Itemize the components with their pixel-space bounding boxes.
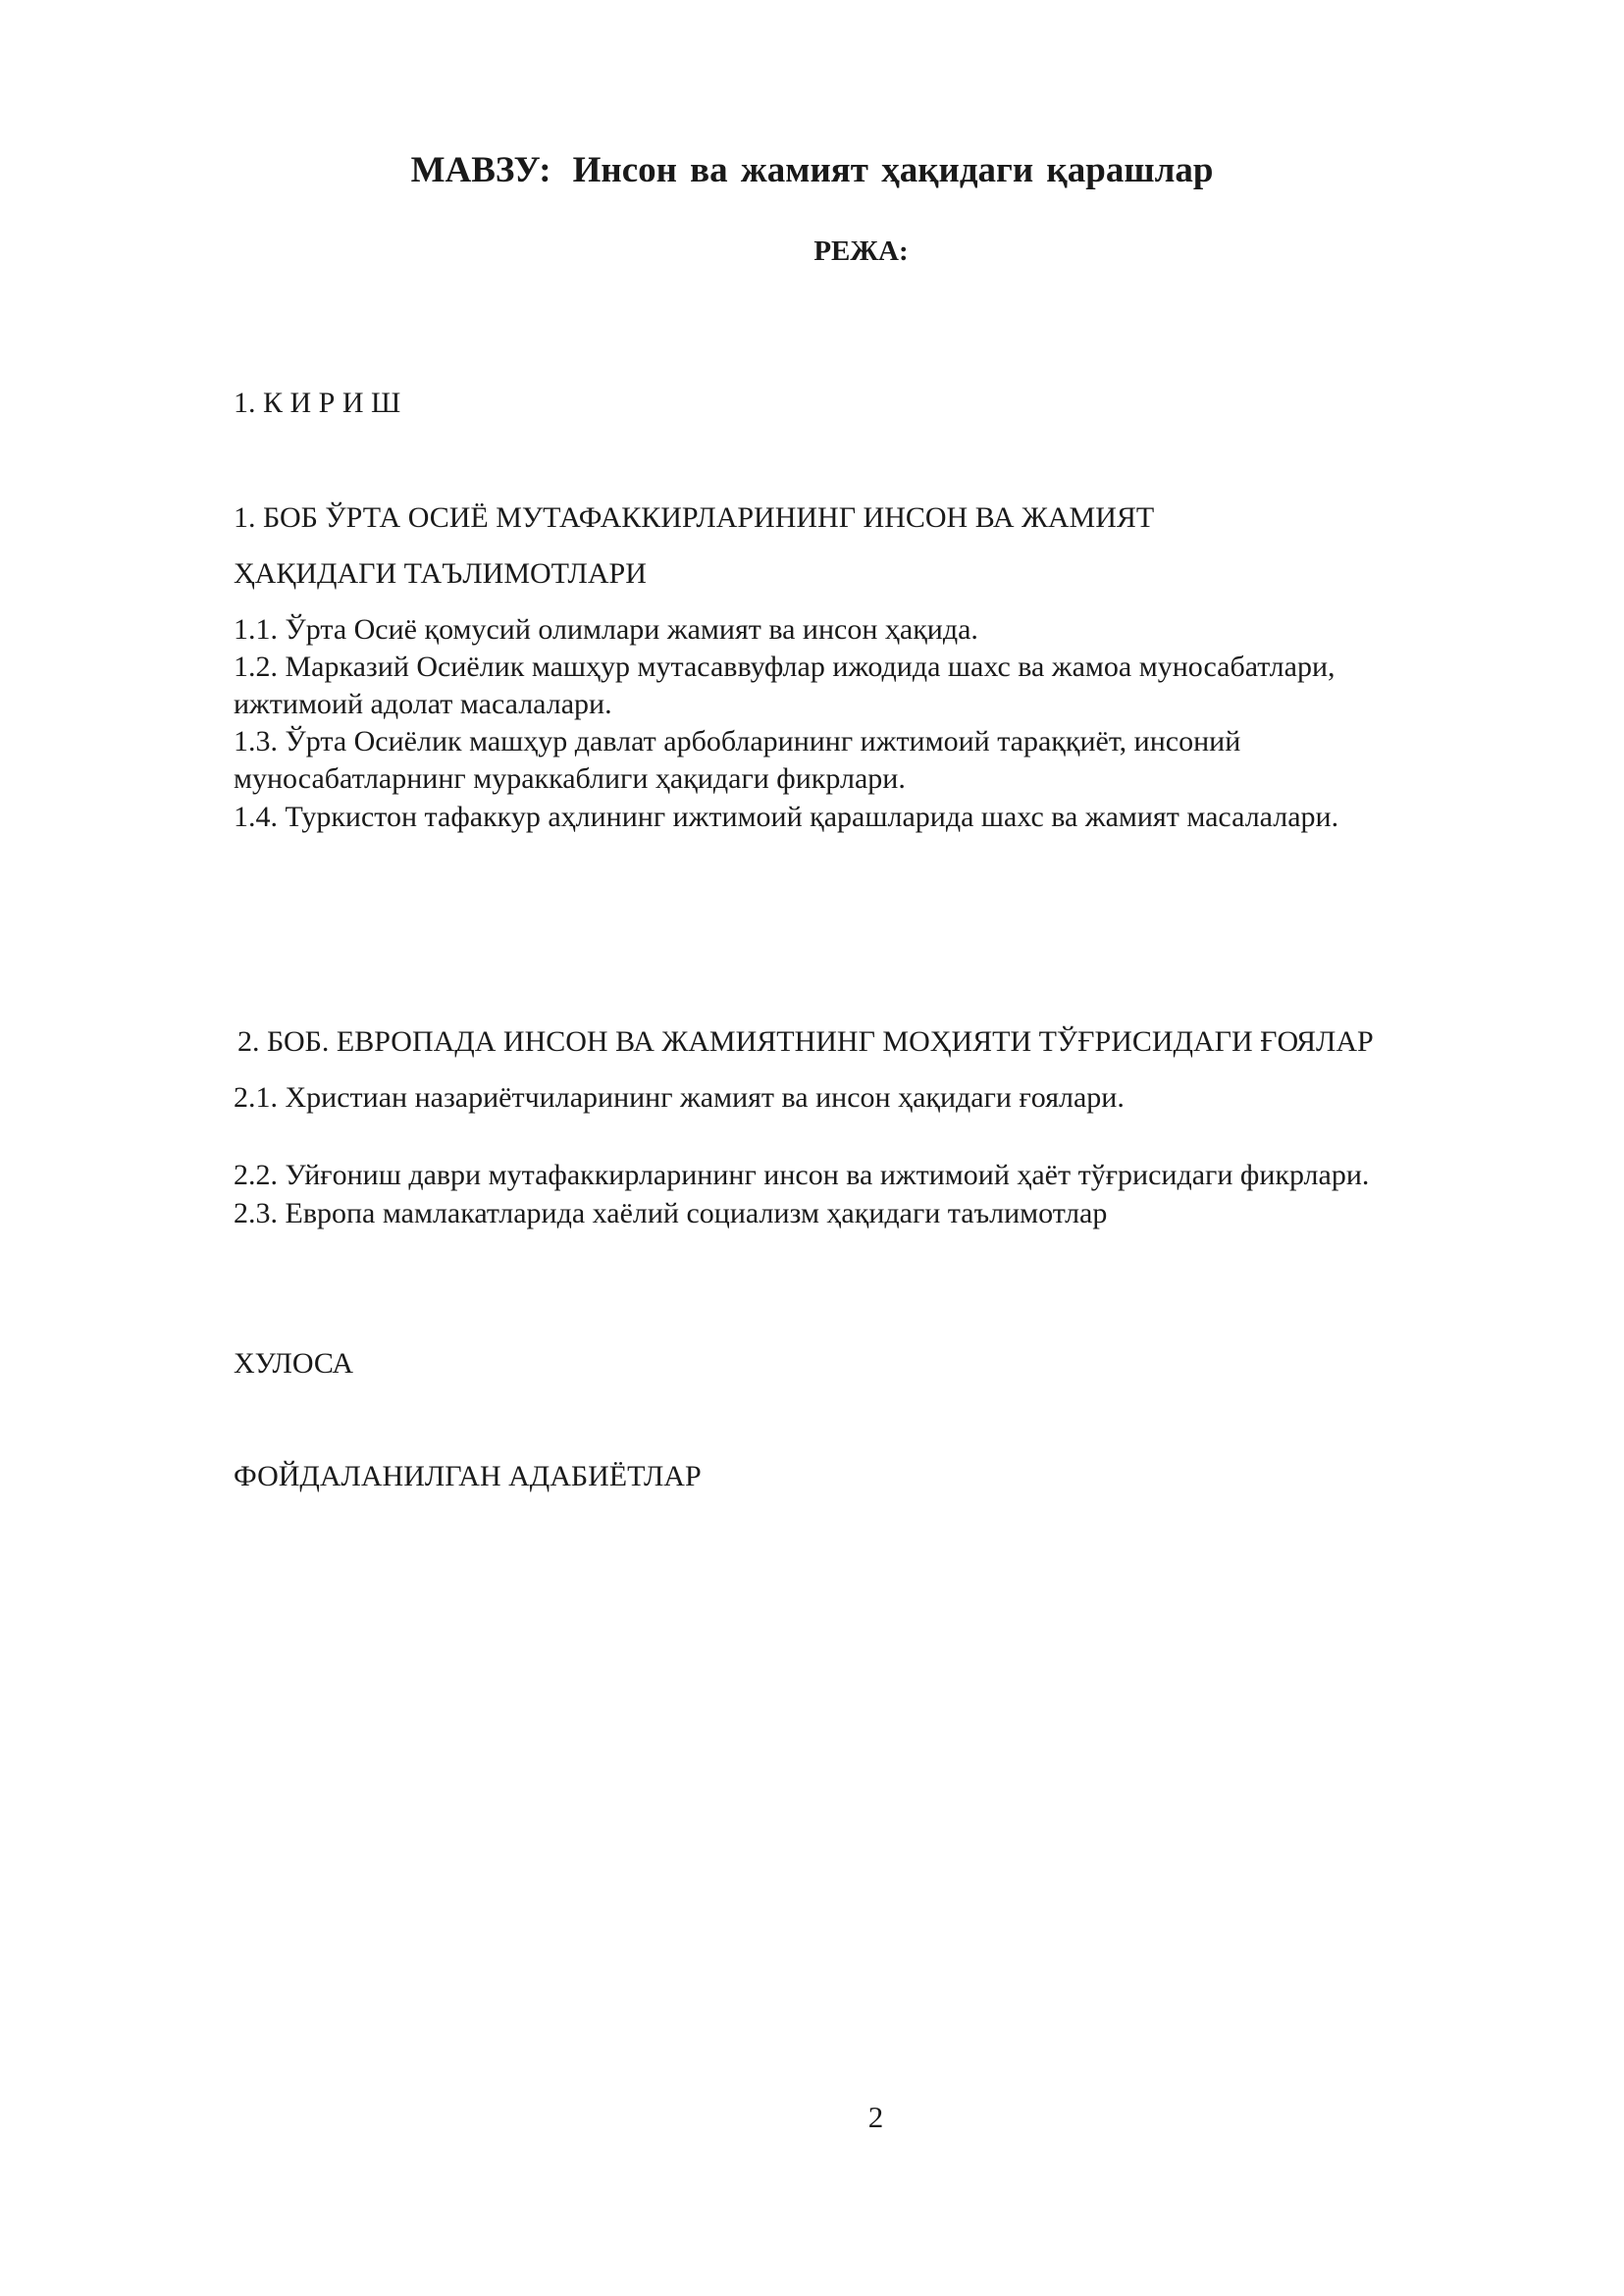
chapter1-item: 1.1. Ўрта Осиё қомусий олимлари жамият ва инсон ҳақида. — [234, 613, 978, 646]
chapter1-item: 1.4. Туркистон тафаккур аҳлининг ижтимоий қарашларида шахс ва жамият масалалари. — [234, 801, 1339, 833]
chapter1-title-line2: ҲАҚИДАГИ ТАЪЛИМОТЛАРИ — [234, 557, 647, 590]
topic-label: МАВЗУ: — [410, 150, 551, 190]
intro-heading: 1. К И Р И Ш — [234, 387, 401, 419]
chapter1-item-continuation: ижтимоий адолат масалалари. — [234, 688, 612, 720]
chapter1-item: 1.2. Марказий Осиёлик машҳур мутасаввуфлар ижодида шахс ва жамоа муносабатлари, — [234, 651, 1336, 683]
chapter1-item: 1.3. Ўрта Осиёлик машҳур давлат арбобларининг ижтимоий тараққиёт, инсоний — [234, 725, 1241, 757]
chapter2-item: 2.3. Европа мамлакатларида хаёлий социализм ҳақидаги таълимотлар — [234, 1197, 1108, 1229]
conclusion-heading: ХУЛОСА — [234, 1347, 354, 1380]
topic-title: Инсон ва жамият ҳақидаги қарашлар — [572, 150, 1214, 190]
chapter2-item: 2.1. Христиан назариётчиларининг жамият ва инсон ҳақидаги ғоялари. — [234, 1081, 1125, 1114]
references-heading: ФОЙДАЛАНИЛГАН АДАБИЁТЛАР — [234, 1460, 702, 1492]
chapter2-title: 2. БОБ. ЕВРОПАДА ИНСОН ВА ЖАМИЯТНИНГ МОҲИЯТИ ТЎҒРИСИДАГИ ҒОЯЛАР — [237, 1025, 1374, 1058]
chapter1-item-continuation: муносабатларнинг мураккаблиги ҳақидаги фикрлари. — [234, 762, 906, 795]
page-number: 2 — [867, 2100, 884, 2134]
plan-heading: РЕЖА: — [813, 235, 909, 267]
document-title — [0, 149, 1624, 191]
chapter1-title-line1: 1. БОБ ЎРТА ОСИЁ МУТАФАККИРЛАРИНИНГ ИНСОН ВА ЖАМИЯТ — [234, 501, 1155, 534]
chapter2-item: 2.2. Уйғониш даври мутафаккирларининг инсон ва ижтимоий ҳаёт тўғрисидаги фикрлари. — [234, 1159, 1370, 1191]
